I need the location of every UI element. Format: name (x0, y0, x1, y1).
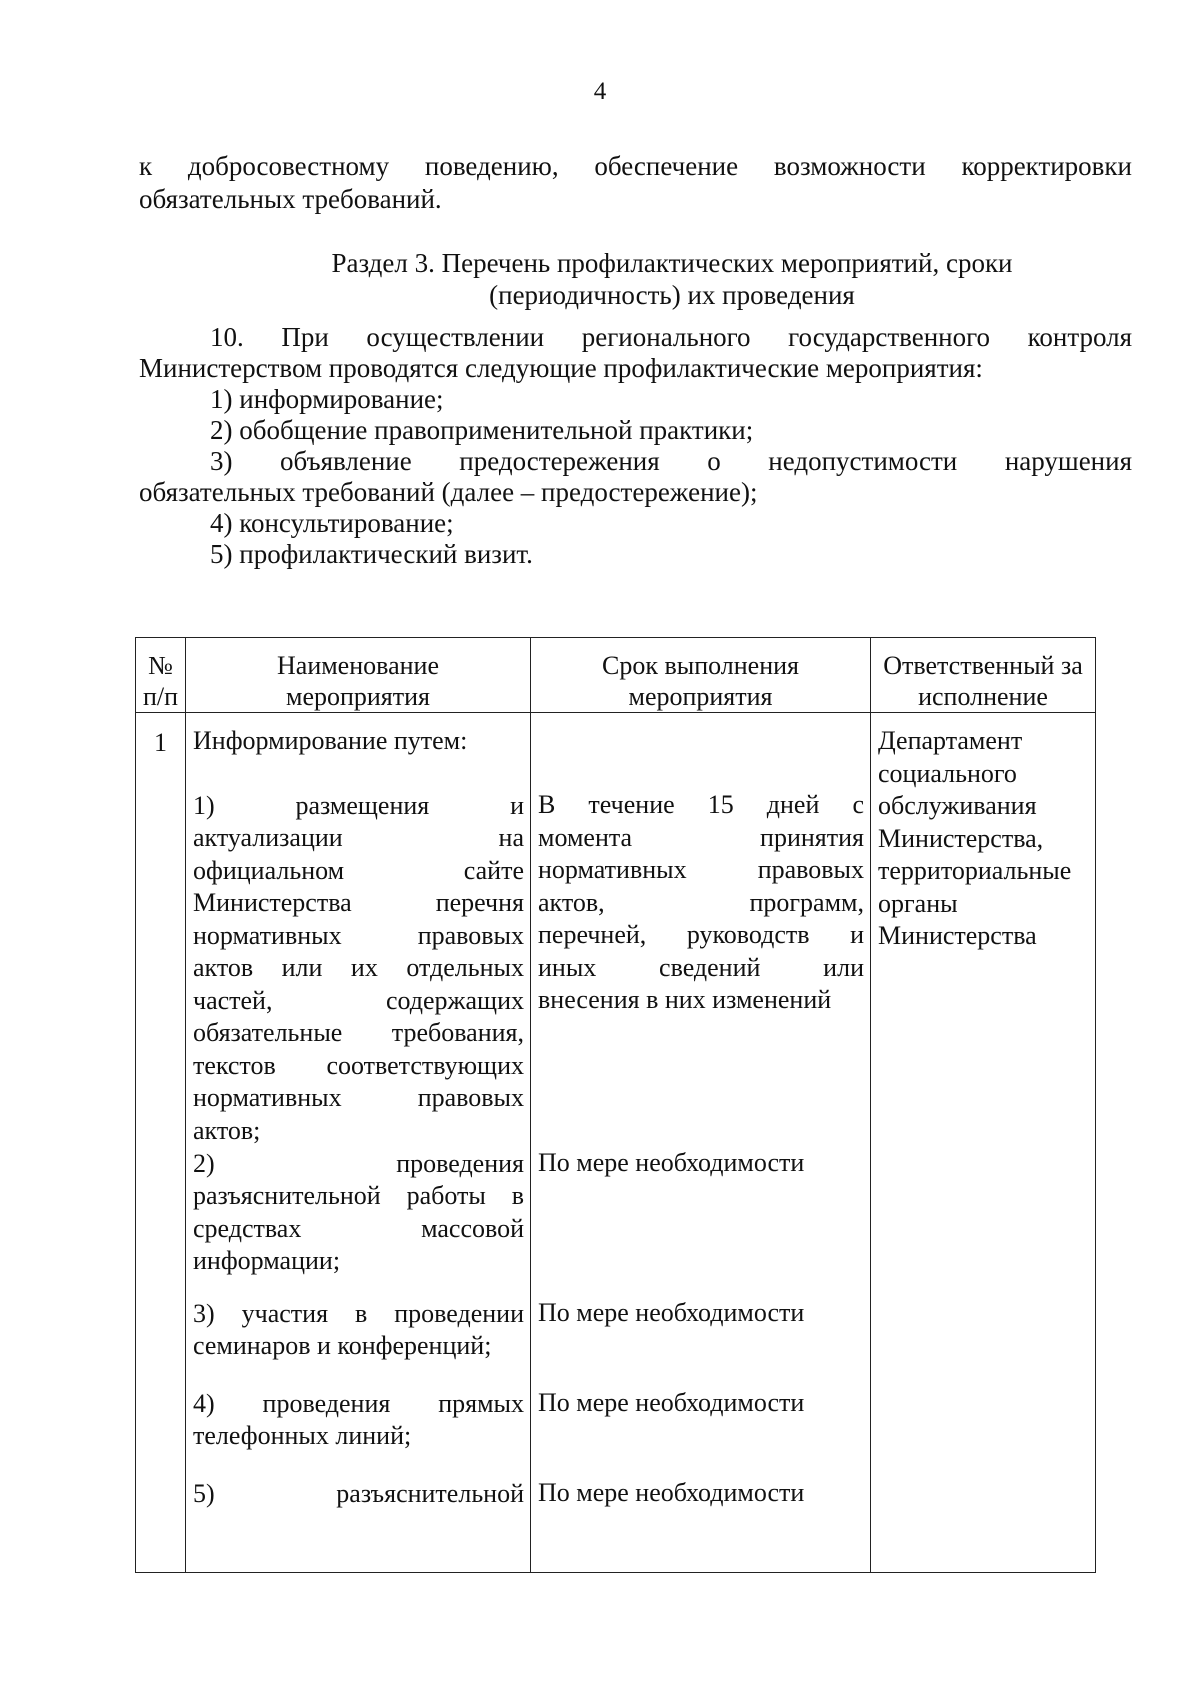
list-item: 1) информирование; (210, 384, 444, 414)
header-name (186, 638, 531, 713)
text-line: актов; (193, 1115, 261, 1145)
event-item-3 (193, 1298, 524, 1388)
term-item-3: По мере необходимости (538, 1298, 805, 1327)
text-line: семинаров и конференций; (193, 1331, 492, 1360)
header-responsible (871, 638, 1096, 713)
text-line: частей, содержащих (193, 985, 524, 1015)
header-term-line-1: Срок выполнения (601, 651, 799, 680)
header-term (531, 638, 871, 713)
event-item-5 (193, 1478, 524, 1511)
event-intro: Информирование путем: (193, 726, 468, 755)
paragraph-10-line-2: Министерством проводятся следующие профилактические мероприятия: (139, 353, 983, 383)
list-item-continuation: обязательных требований (далее – предостережение); (139, 477, 758, 507)
text-line: территориальные (878, 856, 1072, 885)
event-item-4 (193, 1388, 524, 1478)
header-term-line-2: мероприятия (628, 682, 773, 711)
text-line: информации; (193, 1246, 341, 1275)
header-name-line-1: Наименование (277, 651, 439, 680)
text-line: актов, программ, (538, 887, 864, 917)
section-title (220, 247, 1124, 311)
text-line: телефонных линий; (193, 1421, 412, 1450)
term-spacer (538, 725, 864, 789)
text-line: обязательные требования, (193, 1018, 524, 1047)
term-item-1 (538, 789, 864, 1147)
list-item: 5) профилактический визит. (210, 539, 533, 569)
text-line: разъяснительной работы в (193, 1181, 524, 1210)
text-line: официальном сайте (193, 855, 524, 885)
text-line: социального (878, 758, 1017, 788)
cell-term (531, 713, 871, 1573)
text-line: нормативных правовых (193, 920, 524, 950)
list-item: 2) обобщение правоприменительной практики; (210, 415, 754, 445)
cell-responsible (871, 713, 1096, 1573)
text-line: 5) разъяснительной (193, 1478, 524, 1508)
text-line: внесения в них изменений (538, 985, 832, 1014)
term-item-4: По мере необходимости (538, 1388, 805, 1417)
text-line: актов или их отдельных (193, 953, 524, 982)
text-line: обслуживания (878, 791, 1037, 820)
text-line: В течение 15 дней с (538, 790, 864, 819)
events-table (135, 637, 1096, 1573)
header-responsible-line-1: Ответственный за (883, 651, 1083, 680)
text-line: средствах массовой (193, 1213, 524, 1243)
header-number-line-2: п/п (142, 682, 179, 711)
text-line: Министерства (878, 921, 1037, 950)
header-responsible-line-2: исполнение (918, 682, 1048, 711)
continuation-line-1: к добросовестному поведению, обеспечение возможности корректировки (139, 151, 1132, 181)
section-title-line-1: Раздел 3. Перечень профилактических мероприятий, сроки (331, 248, 1013, 278)
header-number-line-1: № (148, 651, 173, 680)
text-line: органы (878, 888, 958, 918)
continuation-line-2: обязательных требований. (139, 184, 442, 214)
text-line: 3) участия в проведении (193, 1298, 524, 1328)
text-line: текстов соответствующих (193, 1050, 524, 1080)
table-row (136, 713, 1096, 1573)
page-number: 4 (593, 78, 607, 105)
text-line: иных сведений или (538, 952, 864, 982)
text-line: нормативных правовых (538, 855, 864, 884)
term-item-5: По мере необходимости (538, 1478, 805, 1507)
text-line: момента принятия (538, 822, 864, 852)
event-item-1 (193, 790, 524, 1148)
list-item: 3) объявление предостережения о недопустимости нарушения (210, 446, 1132, 476)
text-line: Департамент (878, 726, 1023, 755)
row-number: 1 (136, 713, 186, 1573)
list-item: 4) консультирование; (210, 508, 454, 538)
table-header-row (136, 638, 1096, 713)
header-number (136, 638, 186, 713)
term-item-2: По мере необходимости (538, 1148, 805, 1177)
text-line: перечней, руководств и (538, 920, 864, 949)
section-title-line-2: (периодичность) их проведения (489, 280, 855, 310)
text-line: 1) размещения и (193, 790, 524, 820)
event-item-2 (193, 1148, 524, 1298)
text-line: 2) проведения (193, 1148, 524, 1178)
text-line: Министерства, (878, 823, 1044, 853)
header-name-line-2: мероприятия (285, 682, 430, 711)
paragraph-10-line-1: 10. При осуществлении регионального государственного контроля (210, 322, 1132, 352)
paragraph-10 (139, 322, 1132, 570)
text-line: Министерства перечня (193, 888, 524, 917)
text-line: 4) проведения прямых (193, 1388, 524, 1418)
text-line: нормативных правовых (193, 1083, 524, 1112)
cell-event-name (186, 713, 531, 1573)
text-line: актуализации на (193, 823, 524, 852)
